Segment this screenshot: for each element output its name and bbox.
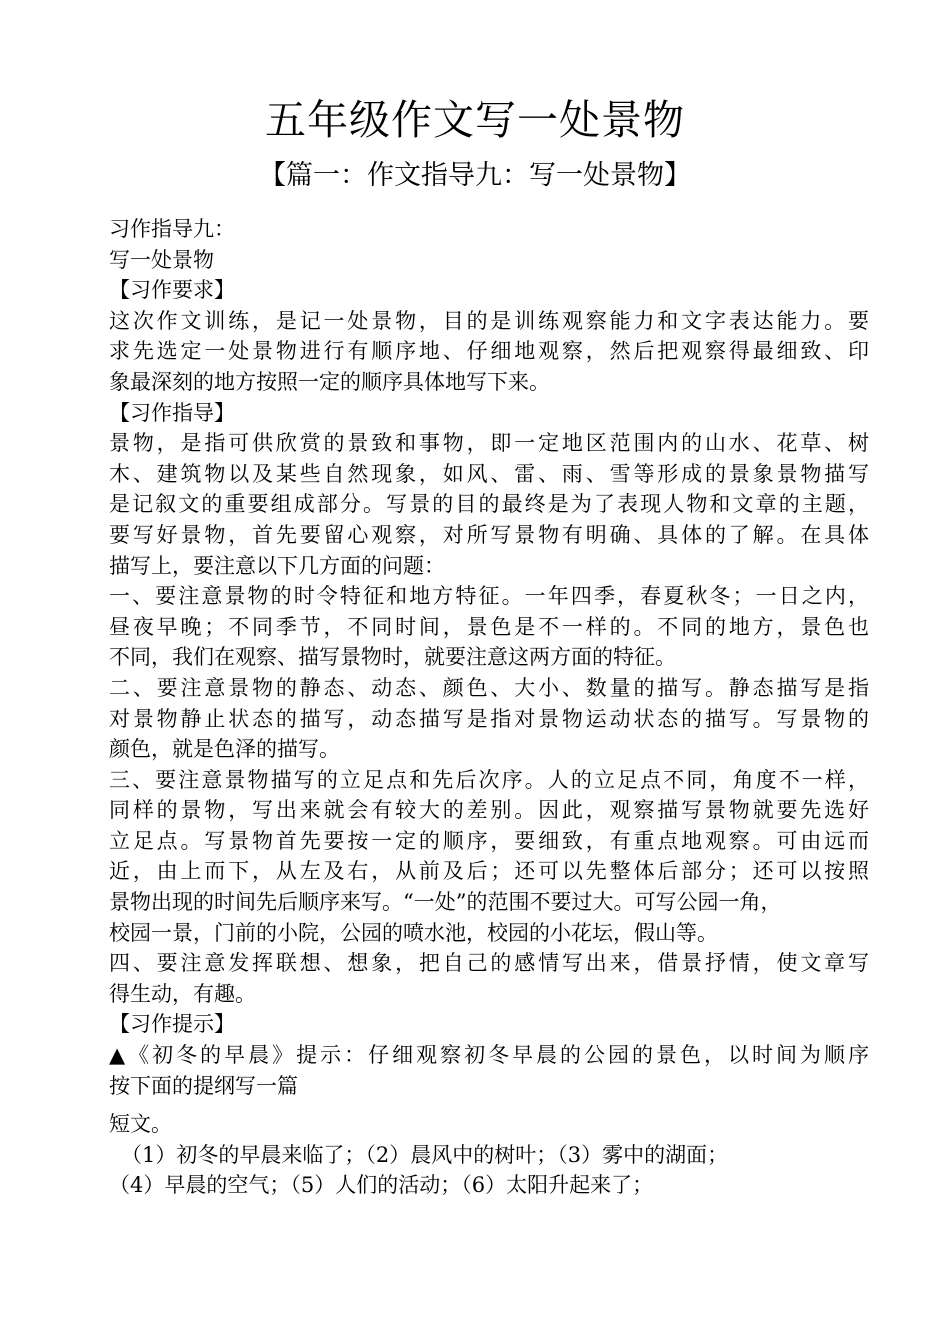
document-title: 五年级作文写一处景物 <box>265 96 685 144</box>
text-line: 立足点。写景物首先要按一定的顺序，要细致，有重点地观察。可由远而 <box>109 828 869 853</box>
text-line: 得生动，有趣。 <box>109 981 256 1006</box>
section-label-tips: 【习作提示】 <box>109 1012 235 1037</box>
text-line: 一、要注意景物的时令特征和地方特征。一年四季，春夏秋冬；一日之内， <box>109 584 869 609</box>
text-line: 校园一景，门前的小院，公园的喷水池，校园的小花坛，假山等。 <box>109 920 718 945</box>
text-line: 颜色，就是色泽的描写。 <box>109 737 340 762</box>
text-line: 是记叙文的重要组成部分。写景的目的最终是为了表现人物和文章的主题， <box>109 492 869 517</box>
text-line: 象最深刻的地方按照一定的顺序具体地写下来。 <box>109 369 550 394</box>
text-line: 习作指导九： <box>109 217 235 241</box>
text-line: 要写好景物，首先要留心观察，对所写景物有明确、具体的了解。在具体 <box>109 522 869 547</box>
spacer <box>109 1101 869 1109</box>
text-line: 按下面的提纲写一篇 <box>109 1073 298 1098</box>
text-line: 近，由上而下，从左及右，从前及后；还可以先整体后部分；还可以按照 <box>109 859 869 884</box>
section-label-guidance: 【习作指导】 <box>109 400 235 425</box>
text-line: 不同，我们在观察、描写景物时，就要注意这两方面的特征。 <box>109 645 676 670</box>
text-line: 三、要注意景物描写的立足点和先后次序。人的立足点不同，角度不一样， <box>109 767 869 792</box>
text-line: 景物出现的时间先后顺序来写。“一处”的范围不要过大。可写公园一角， <box>109 890 782 915</box>
text-line: 昼夜早晚；不同季节，不同时间，景色是不一样的。不同的地方，景色也 <box>109 614 869 639</box>
text-line: 写一处景物 <box>109 247 214 272</box>
text-line: 这次作文训练，是记一处景物，目的是训练观察能力和文字表达能力。要 <box>109 308 869 333</box>
outline-line: （1）初冬的早晨来临了；（2）晨风中的树叶；（3）雾中的湖面； <box>121 1142 729 1167</box>
section-label-requirements: 【习作要求】 <box>109 278 235 303</box>
text-line: 二、要注意景物的静态、动态、颜色、大小、数量的描写。静态描写是指 <box>109 675 869 700</box>
text-line: ▲《初冬的早晨》提示：仔细观察初冬早晨的公园的景色，以时间为顺序 <box>109 1043 869 1068</box>
text-line: 同样的景物，写出来就会有较大的差别。因此，观察描写景物就要先选好 <box>109 798 869 823</box>
text-line: 求先选定一处景物进行有顺序地、仔细地观察，然后把观察得最细致、印 <box>109 339 869 364</box>
text-line: 描写上，要注意以下几方面的问题： <box>109 553 445 578</box>
text-line: 短文。 <box>109 1112 172 1137</box>
text-line: 四、要注意发挥联想、想象，把自己的感情写出来，借景抒情，使文章写 <box>109 951 869 976</box>
section-heading: 【篇一：作文指导九：写一处景物】 <box>259 160 691 191</box>
outline-line: （4）早晨的空气；（5）人们的活动；（6）太阳升起来了； <box>109 1173 654 1198</box>
text-line: 对景物静止状态的描写，动态描写是指对景物运动状态的描写。写景物的 <box>109 706 869 731</box>
text-line: 木、建筑物以及某些自然现象，如风、雷、雨、雪等形成的景象景物描写 <box>109 461 869 486</box>
document-body <box>109 214 869 1201</box>
text-line: 景物，是指可供欣赏的景致和事物，即一定地区范围内的山水、花草、树 <box>109 431 869 456</box>
